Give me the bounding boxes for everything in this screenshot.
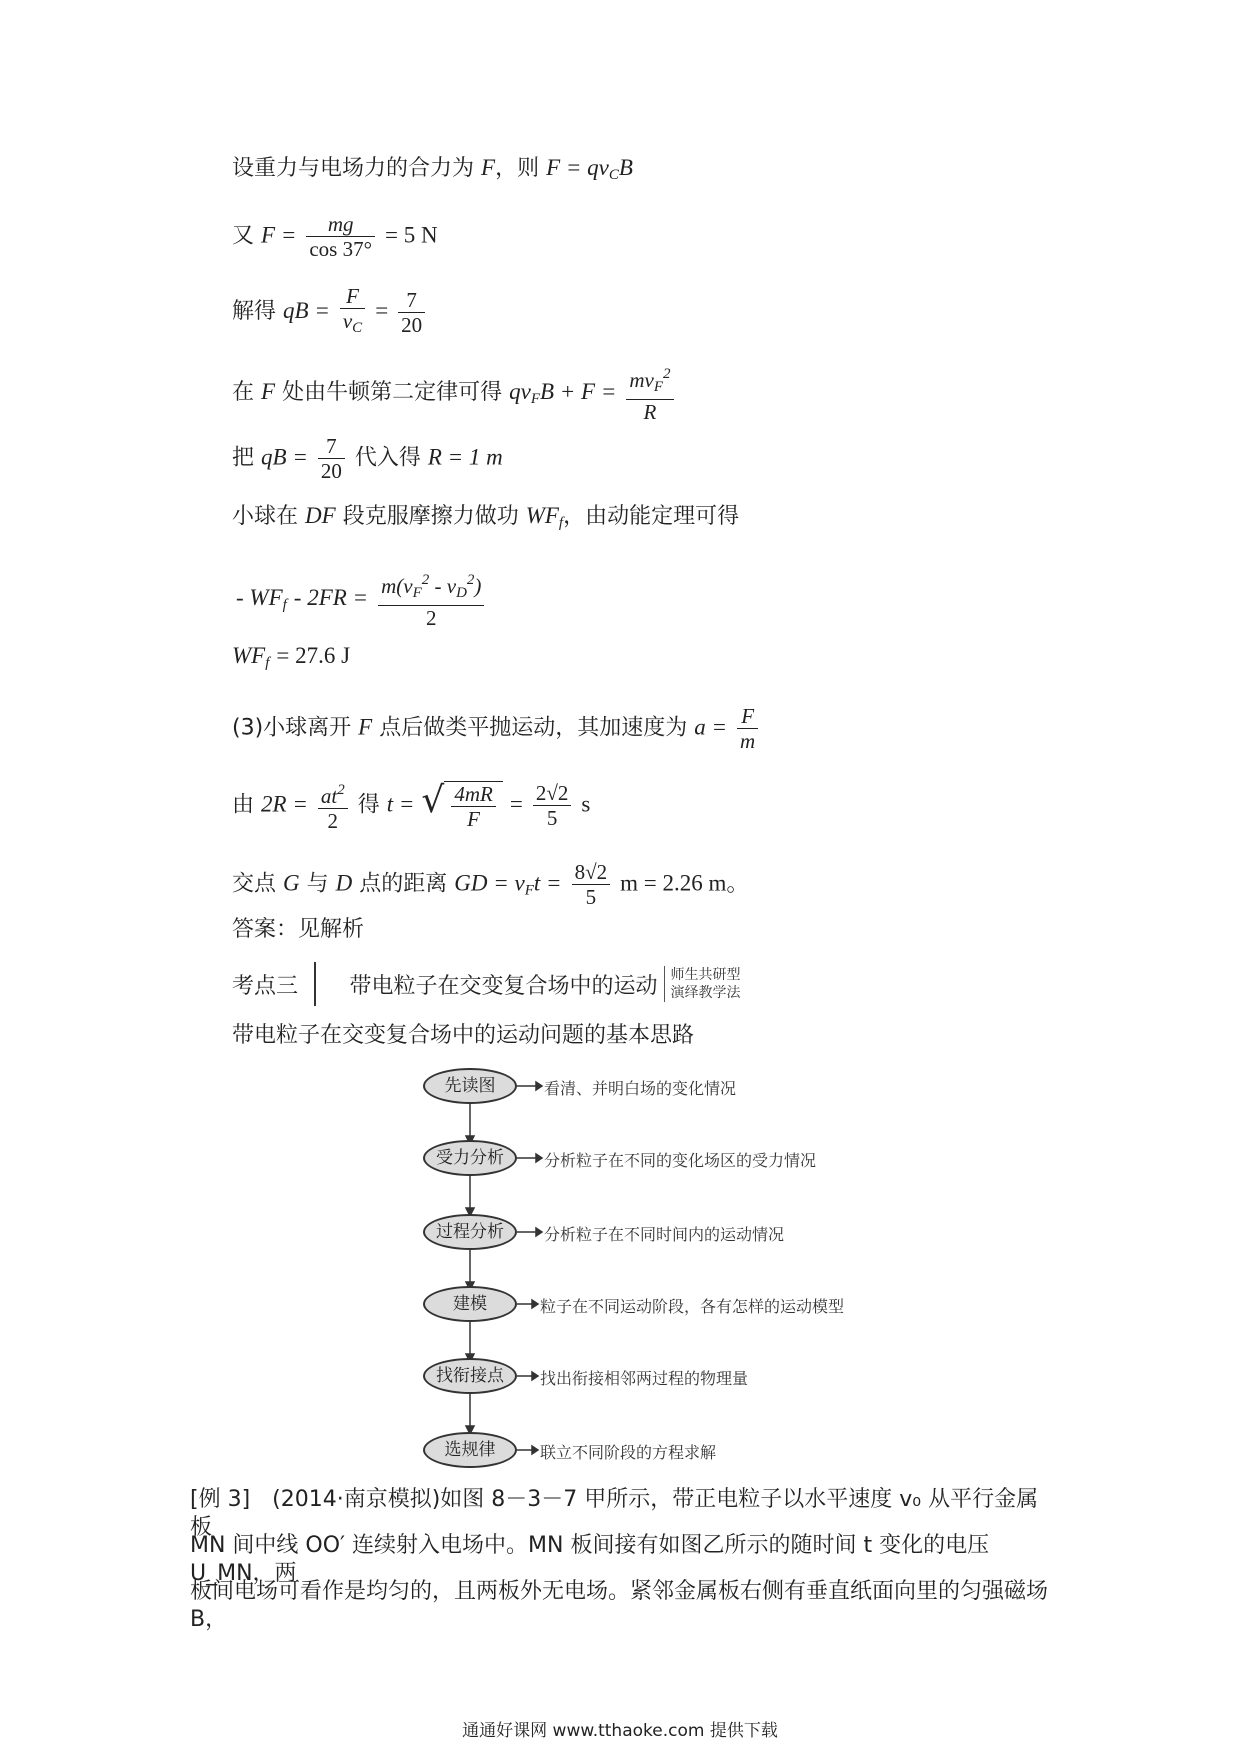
section-title: 带电粒子在交变复合场中的运动: [349, 973, 658, 999]
flow-node-process-analysis: 过程分析: [423, 1214, 517, 1250]
flow-node-read-graph: 先读图: [423, 1068, 517, 1104]
flow-node-force-analysis: 受力分析: [423, 1140, 517, 1176]
section-label: 考点三: [232, 973, 299, 999]
fraction-energy: $\frac{m(v_F^2 - v_D^2)}{2}$: [378, 568, 484, 630]
solution-line-5: 把 qB = $\frac{7}{20}$ 代入得 R = 1 m: [232, 434, 503, 483]
flow-desc-choose-law: 联立不同阶段的方程求解: [540, 1443, 717, 1462]
flow-node-find-junction: 找衔接点: [423, 1358, 517, 1394]
solution-line-11: 交点 G 与 D 点的距离 GD = $v_Ft$ = $\frac{8√2}{5}$ m = 2.26 m。: [232, 860, 750, 909]
intro-text: 带电粒子在交变复合场中的运动问题的基本思路: [232, 1023, 695, 1048]
solution-line-3: 解得 qB = $\frac{F}{v_C}$ = $\frac{7}{20}$: [232, 284, 428, 340]
fraction-7-20-b: $\frac{7}{20}$: [318, 434, 345, 483]
flow-node-modeling: 建模: [423, 1286, 517, 1322]
solution-line-10: 由 2R = $\frac{at^2}{2}$ 得 t = √ $\frac{4mR}{F}$ = $\frac{2√2}{5}$ s: [232, 779, 591, 833]
flow-node-choose-law: 选规律: [423, 1432, 517, 1468]
fraction-mvF2-R: $\frac{mv_F^2}{R}$: [626, 362, 673, 424]
example-line-2: MN 间中线 OO′ 连续射入电场中。MN 板间接有如图乙所示的随时间 t 变化的电压 U_MN，两: [190, 1533, 990, 1586]
fraction-at2-2: $\frac{at^2}{2}$: [318, 778, 348, 833]
square-root: √ $\frac{4mR}{F}$: [421, 781, 502, 831]
flow-desc-find-junction: 找出衔接相邻两过程的物理量: [540, 1369, 749, 1388]
fraction-8root2-5: $\frac{8√2}{5}$: [572, 860, 611, 909]
example-line-3: 板间电场可看作是均匀的，且两板外无电场。紧邻金属板右侧有垂直纸面向里的匀强磁场 B，: [190, 1579, 1049, 1632]
solution-line-1: 设重力与电场力的合力为 F，则 $F = qv_CB$: [232, 155, 633, 183]
fraction-7-20: $\frac{7}{20}$: [398, 288, 425, 337]
solution-line-7: - $WF_f - 2FR$ = $\frac{m(v_F^2 - v_D^2)}{2}$: [236, 568, 487, 630]
fraction-mg-cos: $\frac{mg}{\cos 37^\circ}$: [306, 212, 375, 261]
flow-desc-read-graph: 看清、并明白场的变化情况: [544, 1079, 737, 1098]
fraction-2root2-5: $\frac{2√2}{5}$: [533, 781, 572, 830]
solution-line-2: 又 F = $\frac{mg}{\cos 37^\circ}$ = 5 N: [232, 212, 438, 261]
section-tags: 师生共研型 演绎教学法: [670, 967, 741, 1001]
solution-line-9: (3)小球离开 F 点后做类平抛运动，其加速度为 a = $\frac{F}{m}$: [232, 704, 761, 753]
answer-line: 答案：见解析: [232, 917, 365, 942]
solution-line-6: 小球在 DF 段克服摩擦力做功 $WF_f$，由动能定理可得: [232, 503, 740, 531]
solution-line-8: $WF_f = 27.6$ J: [232, 643, 351, 671]
solution-line-4: 在 F 处由牛顿第二定律可得 $qv_FB + F$ = $\frac{mv_F^2}{R}$: [232, 362, 677, 424]
fraction-F-m: $\frac{F}{m}$: [737, 704, 758, 753]
page-footer: 通通好课网 www.tthaoke.com 提供下载: [462, 1721, 778, 1741]
flow-desc-force-analysis: 分析粒子在不同的变化场区的受力情况: [544, 1151, 817, 1170]
flow-desc-process-analysis: 分析粒子在不同时间内的运动情况: [544, 1225, 785, 1244]
flow-desc-modeling: 粒子在不同运动阶段，各有怎样的运动模型: [540, 1297, 845, 1316]
example-line-1: [例 3] (2014·南京模拟)如图 8－3－7 甲所示，带正电粒子以水平速度 v₀ 从平行金属板: [190, 1487, 1039, 1540]
fraction-F-vC: $\frac{F}{v_C}$: [340, 284, 365, 340]
